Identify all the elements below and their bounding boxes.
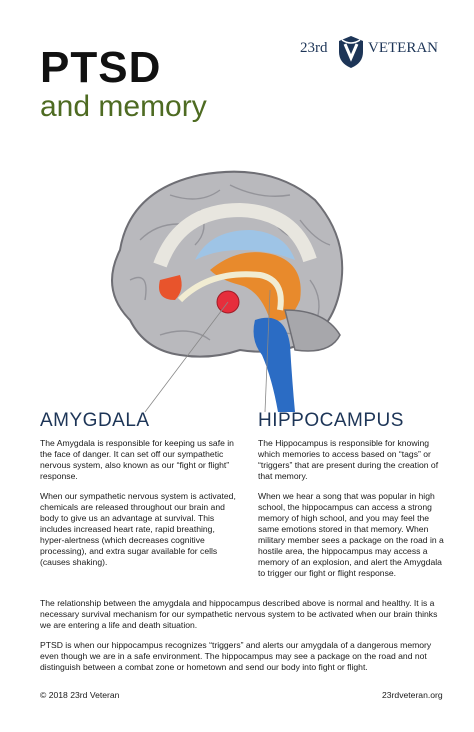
hippocampus-heading: HIPPOCAMPUS — [258, 410, 404, 431]
logo-text-right: VETERAN — [368, 40, 438, 56]
amygdala-paragraph: When our sympathetic nervous system is activated, chemicals are released throughout our brain and body to give us an advantage at survival. This includes increased heart rate, rapid breathing, hyper-alertness (which decreases cognitive processing), and extra sugar available for cells (causes shaking). — [40, 491, 236, 567]
hippocampus-paragraph: The Hippocampus is responsible for knowing which memories to access based on “tags” or “triggers” that are present during the creation of that memory. — [258, 438, 439, 481]
amygdala-description — [40, 438, 236, 577]
body-paragraph: PTSD is when our hippocampus recognizes “triggers” and alerts our amygdala of a dangerous memory even though we are in a safe environment. The hippocampus may see a package on the road and not distinguish between a combat zone or hometown and send our body into fight or flight. — [40, 640, 432, 672]
footer-website[interactable]: 23rdveteran.org — [382, 690, 443, 700]
amygdala-paragraph: The Amygdala is responsible for keeping us safe in the face of danger. It can set off our sympathetic nervous system, also known as our “fight or flight” response. — [40, 438, 234, 481]
body-text — [40, 598, 440, 682]
page-title: PTSD — [40, 43, 162, 92]
shield-emblem-icon — [336, 34, 366, 70]
body-paragraph: The relationship between the amygdala and hippocampus described above is normal and healthy. It is a necessary survival mechanism for our sympathetic nervous system to be activated when our brain thinks we are entering a life and death situation. — [40, 598, 438, 630]
hippocampus-paragraph: When we hear a song that was popular in high school, the hippocampus can access a strong memory of high school, and you may feel the same emotions stored in that memory. When military member sees a package on the road in a hostile area, the hippocampus may access a memory of an explosion, and alert the Amygdala to trigger our fight or flight response. — [258, 491, 444, 578]
brand-logo — [300, 34, 450, 74]
footer-copyright: © 2018 23rd Veteran — [40, 690, 120, 700]
hippocampus-description — [258, 438, 444, 588]
brain-illustration — [100, 150, 350, 420]
logo-text-left: 23rd — [300, 40, 328, 56]
page-subtitle: and memory — [40, 90, 207, 123]
amygdala-heading: AMYGDALA — [40, 410, 150, 431]
